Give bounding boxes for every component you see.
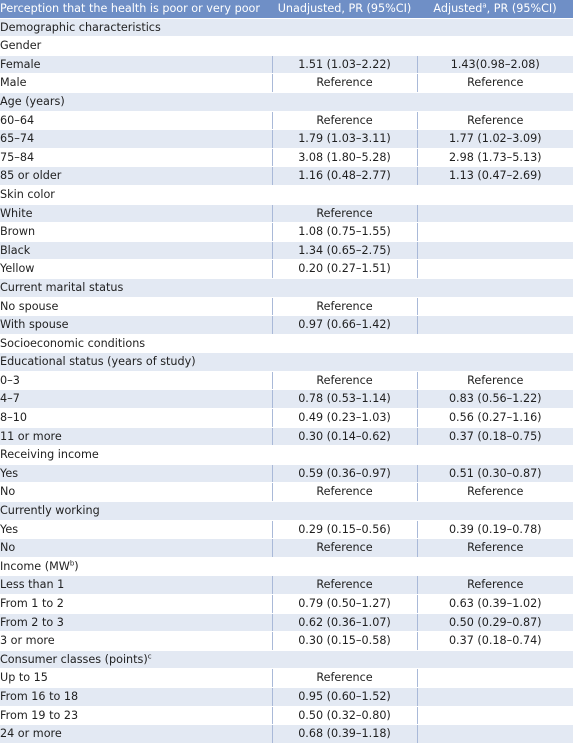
adjusted-pr-cell: Reference bbox=[417, 74, 573, 93]
row-label-text: Yellow bbox=[0, 262, 35, 276]
table-row bbox=[0, 409, 573, 428]
table-row bbox=[0, 316, 573, 335]
unadjusted-pr-cell: 0.59 (0.36–0.97) bbox=[272, 464, 417, 483]
table-row bbox=[0, 111, 573, 130]
row-label-text: 0–3 bbox=[0, 373, 20, 387]
adjusted-pr-cell: 0.51 (0.30–0.87) bbox=[417, 464, 573, 483]
row-label-text: 11 or more bbox=[0, 429, 62, 443]
adjusted-pr-cell: 1.77 (1.02–3.09) bbox=[417, 130, 573, 149]
row-label-text: Currently working bbox=[0, 504, 100, 518]
row-label-text: Demographic characteristics bbox=[0, 20, 161, 34]
row-label bbox=[0, 297, 272, 316]
unadjusted-pr-cell: 0.29 (0.15–0.56) bbox=[272, 520, 417, 539]
table-row bbox=[0, 483, 573, 502]
row-label bbox=[0, 390, 272, 409]
row-label-text: Receiving income bbox=[0, 448, 99, 462]
adjusted-pr-cell: 0.83 (0.56–1.22) bbox=[417, 390, 573, 409]
table-row bbox=[0, 223, 573, 242]
row-label bbox=[0, 74, 272, 93]
row-label bbox=[0, 520, 272, 539]
adjusted-pr-cell bbox=[417, 223, 573, 242]
table-row bbox=[0, 167, 573, 186]
table-section-row bbox=[0, 557, 573, 576]
row-label bbox=[0, 92, 573, 111]
row-label bbox=[0, 669, 272, 688]
unadjusted-pr-cell: Reference bbox=[272, 74, 417, 93]
unadjusted-pr-cell: 0.50 (0.32–0.80) bbox=[272, 706, 417, 725]
table-row bbox=[0, 669, 573, 688]
table-section-row bbox=[0, 278, 573, 297]
row-label-text: 75–84 bbox=[0, 150, 35, 164]
row-label bbox=[0, 167, 272, 186]
table-section-row bbox=[0, 185, 573, 204]
adjusted-pr-cell: 1.43(0.98–2.08) bbox=[417, 55, 573, 74]
row-label-end: ) bbox=[74, 559, 79, 573]
row-label bbox=[0, 111, 272, 130]
row-label-text: Current marital status bbox=[0, 280, 124, 294]
unadjusted-pr-cell: Reference bbox=[272, 576, 417, 595]
row-label bbox=[0, 316, 272, 335]
unadjusted-pr-cell: Reference bbox=[272, 483, 417, 502]
row-label-text: Consumer classes (points) bbox=[0, 652, 148, 666]
row-label-text: From 1 to 2 bbox=[0, 597, 64, 610]
adjusted-pr-cell: 0.39 (0.19–0.78) bbox=[417, 520, 573, 539]
row-label-text: 60–64 bbox=[0, 113, 35, 127]
row-label bbox=[0, 353, 573, 372]
adjusted-pr-cell: 0.63 (0.39–1.02) bbox=[417, 595, 573, 614]
header-adjusted-main: Adjusted bbox=[433, 2, 483, 15]
row-label-text: Age (years) bbox=[0, 94, 65, 108]
table-row bbox=[0, 241, 573, 260]
unadjusted-pr-cell: 0.79 (0.50–1.27) bbox=[272, 595, 417, 614]
row-label bbox=[0, 595, 272, 614]
unadjusted-pr-cell: 1.08 (0.75–1.55) bbox=[272, 223, 417, 242]
row-label-text: Female bbox=[0, 57, 41, 71]
row-label bbox=[0, 18, 573, 37]
row-label bbox=[0, 278, 573, 297]
table-section-row bbox=[0, 502, 573, 521]
row-label-text: 3 or more bbox=[0, 634, 55, 648]
row-label bbox=[0, 613, 272, 632]
table-row bbox=[0, 595, 573, 614]
row-label bbox=[0, 539, 272, 558]
table-section-row bbox=[0, 92, 573, 111]
row-label-text: 4–7 bbox=[0, 392, 20, 406]
adjusted-pr-cell: Reference bbox=[417, 111, 573, 130]
adjusted-pr-cell bbox=[417, 260, 573, 279]
table-row bbox=[0, 74, 573, 93]
row-label bbox=[0, 576, 272, 595]
unadjusted-pr-cell: 0.62 (0.36–1.07) bbox=[272, 613, 417, 632]
table-row bbox=[0, 576, 573, 595]
row-label bbox=[0, 37, 573, 56]
table-row bbox=[0, 632, 573, 651]
adjusted-pr-cell bbox=[417, 204, 573, 223]
table-section-row bbox=[0, 446, 573, 465]
unadjusted-pr-cell: Reference bbox=[272, 297, 417, 316]
adjusted-pr-cell bbox=[417, 669, 573, 688]
row-label-text: No bbox=[0, 485, 16, 499]
header-unadjusted: Unadjusted, PR (95%CI) bbox=[272, 0, 417, 18]
row-label-text: Gender bbox=[0, 39, 42, 53]
table-row bbox=[0, 148, 573, 167]
header-perception: Perception that the health is poor or very poor bbox=[0, 0, 272, 18]
unadjusted-pr-cell: 0.49 (0.23–1.03) bbox=[272, 409, 417, 428]
row-label bbox=[0, 204, 272, 223]
row-label bbox=[0, 725, 272, 744]
adjusted-pr-cell bbox=[417, 687, 573, 706]
row-label-text: From 16 to 18 bbox=[0, 689, 79, 703]
table-section-row bbox=[0, 37, 573, 56]
row-label bbox=[0, 334, 573, 353]
table-section-row bbox=[0, 650, 573, 669]
row-label bbox=[0, 427, 272, 446]
adjusted-pr-cell bbox=[417, 725, 573, 744]
row-label bbox=[0, 130, 272, 149]
table-row bbox=[0, 464, 573, 483]
row-label bbox=[0, 409, 272, 428]
unadjusted-pr-cell: 1.34 (0.65–2.75) bbox=[272, 241, 417, 260]
table-row bbox=[0, 55, 573, 74]
unadjusted-pr-cell: 1.16 (0.48–2.77) bbox=[272, 167, 417, 186]
adjusted-pr-cell: Reference bbox=[417, 576, 573, 595]
row-label bbox=[0, 148, 272, 167]
row-label-text: Yes bbox=[0, 466, 19, 480]
row-label-text: No spouse bbox=[0, 299, 59, 313]
table-row bbox=[0, 613, 573, 632]
table-header bbox=[0, 0, 573, 18]
unadjusted-pr-cell: Reference bbox=[272, 111, 417, 130]
unadjusted-pr-cell: Reference bbox=[272, 539, 417, 558]
row-label bbox=[0, 185, 573, 204]
table-section-row bbox=[0, 353, 573, 372]
adjusted-pr-cell bbox=[417, 706, 573, 725]
adjusted-pr-cell: 2.98 (1.73–5.13) bbox=[417, 148, 573, 167]
row-label bbox=[0, 55, 272, 74]
row-label-text: 8–10 bbox=[0, 411, 27, 425]
row-label-text: 85 or older bbox=[0, 169, 62, 183]
row-label-text: From 19 to 23 bbox=[0, 708, 79, 722]
row-label-text: Skin color bbox=[0, 187, 55, 201]
table-row bbox=[0, 520, 573, 539]
row-label-text: Up to 15 bbox=[0, 671, 48, 685]
adjusted-pr-cell: Reference bbox=[417, 371, 573, 390]
row-label-text: Educational status (years of study) bbox=[0, 355, 196, 369]
unadjusted-pr-cell: Reference bbox=[272, 669, 417, 688]
row-label bbox=[0, 687, 272, 706]
row-label bbox=[0, 260, 272, 279]
row-label bbox=[0, 241, 272, 260]
header-adjusted bbox=[417, 0, 573, 18]
adjusted-pr-cell bbox=[417, 241, 573, 260]
table-row bbox=[0, 687, 573, 706]
unadjusted-pr-cell: 0.20 (0.27–1.51) bbox=[272, 260, 417, 279]
unadjusted-pr-cell: 3.08 (1.80–5.28) bbox=[272, 148, 417, 167]
row-label bbox=[0, 502, 573, 521]
table-row bbox=[0, 204, 573, 223]
row-label-text: Brown bbox=[0, 225, 36, 239]
adjusted-pr-cell bbox=[417, 297, 573, 316]
adjusted-pr-cell: 0.50 (0.29–0.87) bbox=[417, 613, 573, 632]
table-row bbox=[0, 130, 573, 149]
row-label bbox=[0, 223, 272, 242]
row-label bbox=[0, 706, 272, 725]
table-row bbox=[0, 390, 573, 409]
row-label-text: 24 or more bbox=[0, 727, 62, 741]
table-row bbox=[0, 297, 573, 316]
table-section-row bbox=[0, 18, 573, 37]
row-label bbox=[0, 371, 272, 390]
adjusted-pr-cell: Reference bbox=[417, 483, 573, 502]
table-row bbox=[0, 706, 573, 725]
row-label bbox=[0, 446, 573, 465]
adjusted-pr-cell: 0.37 (0.18–0.75) bbox=[417, 427, 573, 446]
table-section-row bbox=[0, 334, 573, 353]
table-row bbox=[0, 371, 573, 390]
row-label-text: Yes bbox=[0, 522, 19, 536]
header-adjusted-footnote: a bbox=[482, 1, 487, 10]
table-row bbox=[0, 725, 573, 744]
row-label bbox=[0, 483, 272, 502]
row-label-text: No bbox=[0, 541, 16, 555]
unadjusted-pr-cell: 0.78 (0.53–1.14) bbox=[272, 390, 417, 409]
row-label-text: Income (MW bbox=[0, 559, 70, 573]
table-body bbox=[0, 18, 573, 743]
adjusted-pr-cell: 0.37 (0.18–0.74) bbox=[417, 632, 573, 651]
row-label-footnote: b bbox=[69, 559, 75, 568]
row-label-text: 65–74 bbox=[0, 132, 35, 146]
adjusted-pr-cell: 0.56 (0.27–1.16) bbox=[417, 409, 573, 428]
unadjusted-pr-cell: 1.79 (1.03–3.11) bbox=[272, 130, 417, 149]
row-label-text: White bbox=[0, 206, 33, 220]
adjusted-pr-cell: Reference bbox=[417, 539, 573, 558]
row-label-text: Less than 1 bbox=[0, 578, 65, 592]
unadjusted-pr-cell: 0.68 (0.39–1.18) bbox=[272, 725, 417, 744]
unadjusted-pr-cell: Reference bbox=[272, 371, 417, 390]
row-label bbox=[0, 650, 573, 669]
unadjusted-pr-cell: Reference bbox=[272, 204, 417, 223]
unadjusted-pr-cell: 1.51 (1.03–2.22) bbox=[272, 55, 417, 74]
row-label bbox=[0, 557, 573, 576]
unadjusted-pr-cell: 0.30 (0.15–0.58) bbox=[272, 632, 417, 651]
row-label-text: From 2 to 3 bbox=[0, 615, 64, 629]
row-label-text: Black bbox=[0, 243, 31, 257]
row-label-text: Male bbox=[0, 76, 27, 90]
unadjusted-pr-cell: 0.97 (0.66–1.42) bbox=[272, 316, 417, 335]
adjusted-pr-cell: 1.13 (0.47–2.69) bbox=[417, 167, 573, 186]
unadjusted-pr-cell: 0.95 (0.60–1.52) bbox=[272, 687, 417, 706]
row-label-text: With spouse bbox=[0, 318, 69, 332]
header-adjusted-rest: , PR (95%CI) bbox=[486, 2, 557, 15]
row-label bbox=[0, 632, 272, 651]
table-row bbox=[0, 427, 573, 446]
unadjusted-pr-cell: 0.30 (0.14–0.62) bbox=[272, 427, 417, 446]
row-label-text: Socioeconomic conditions bbox=[0, 336, 146, 350]
table-row bbox=[0, 260, 573, 279]
adjusted-pr-cell bbox=[417, 316, 573, 335]
row-label-footnote: c bbox=[147, 652, 152, 661]
table-row bbox=[0, 539, 573, 558]
row-label bbox=[0, 464, 272, 483]
